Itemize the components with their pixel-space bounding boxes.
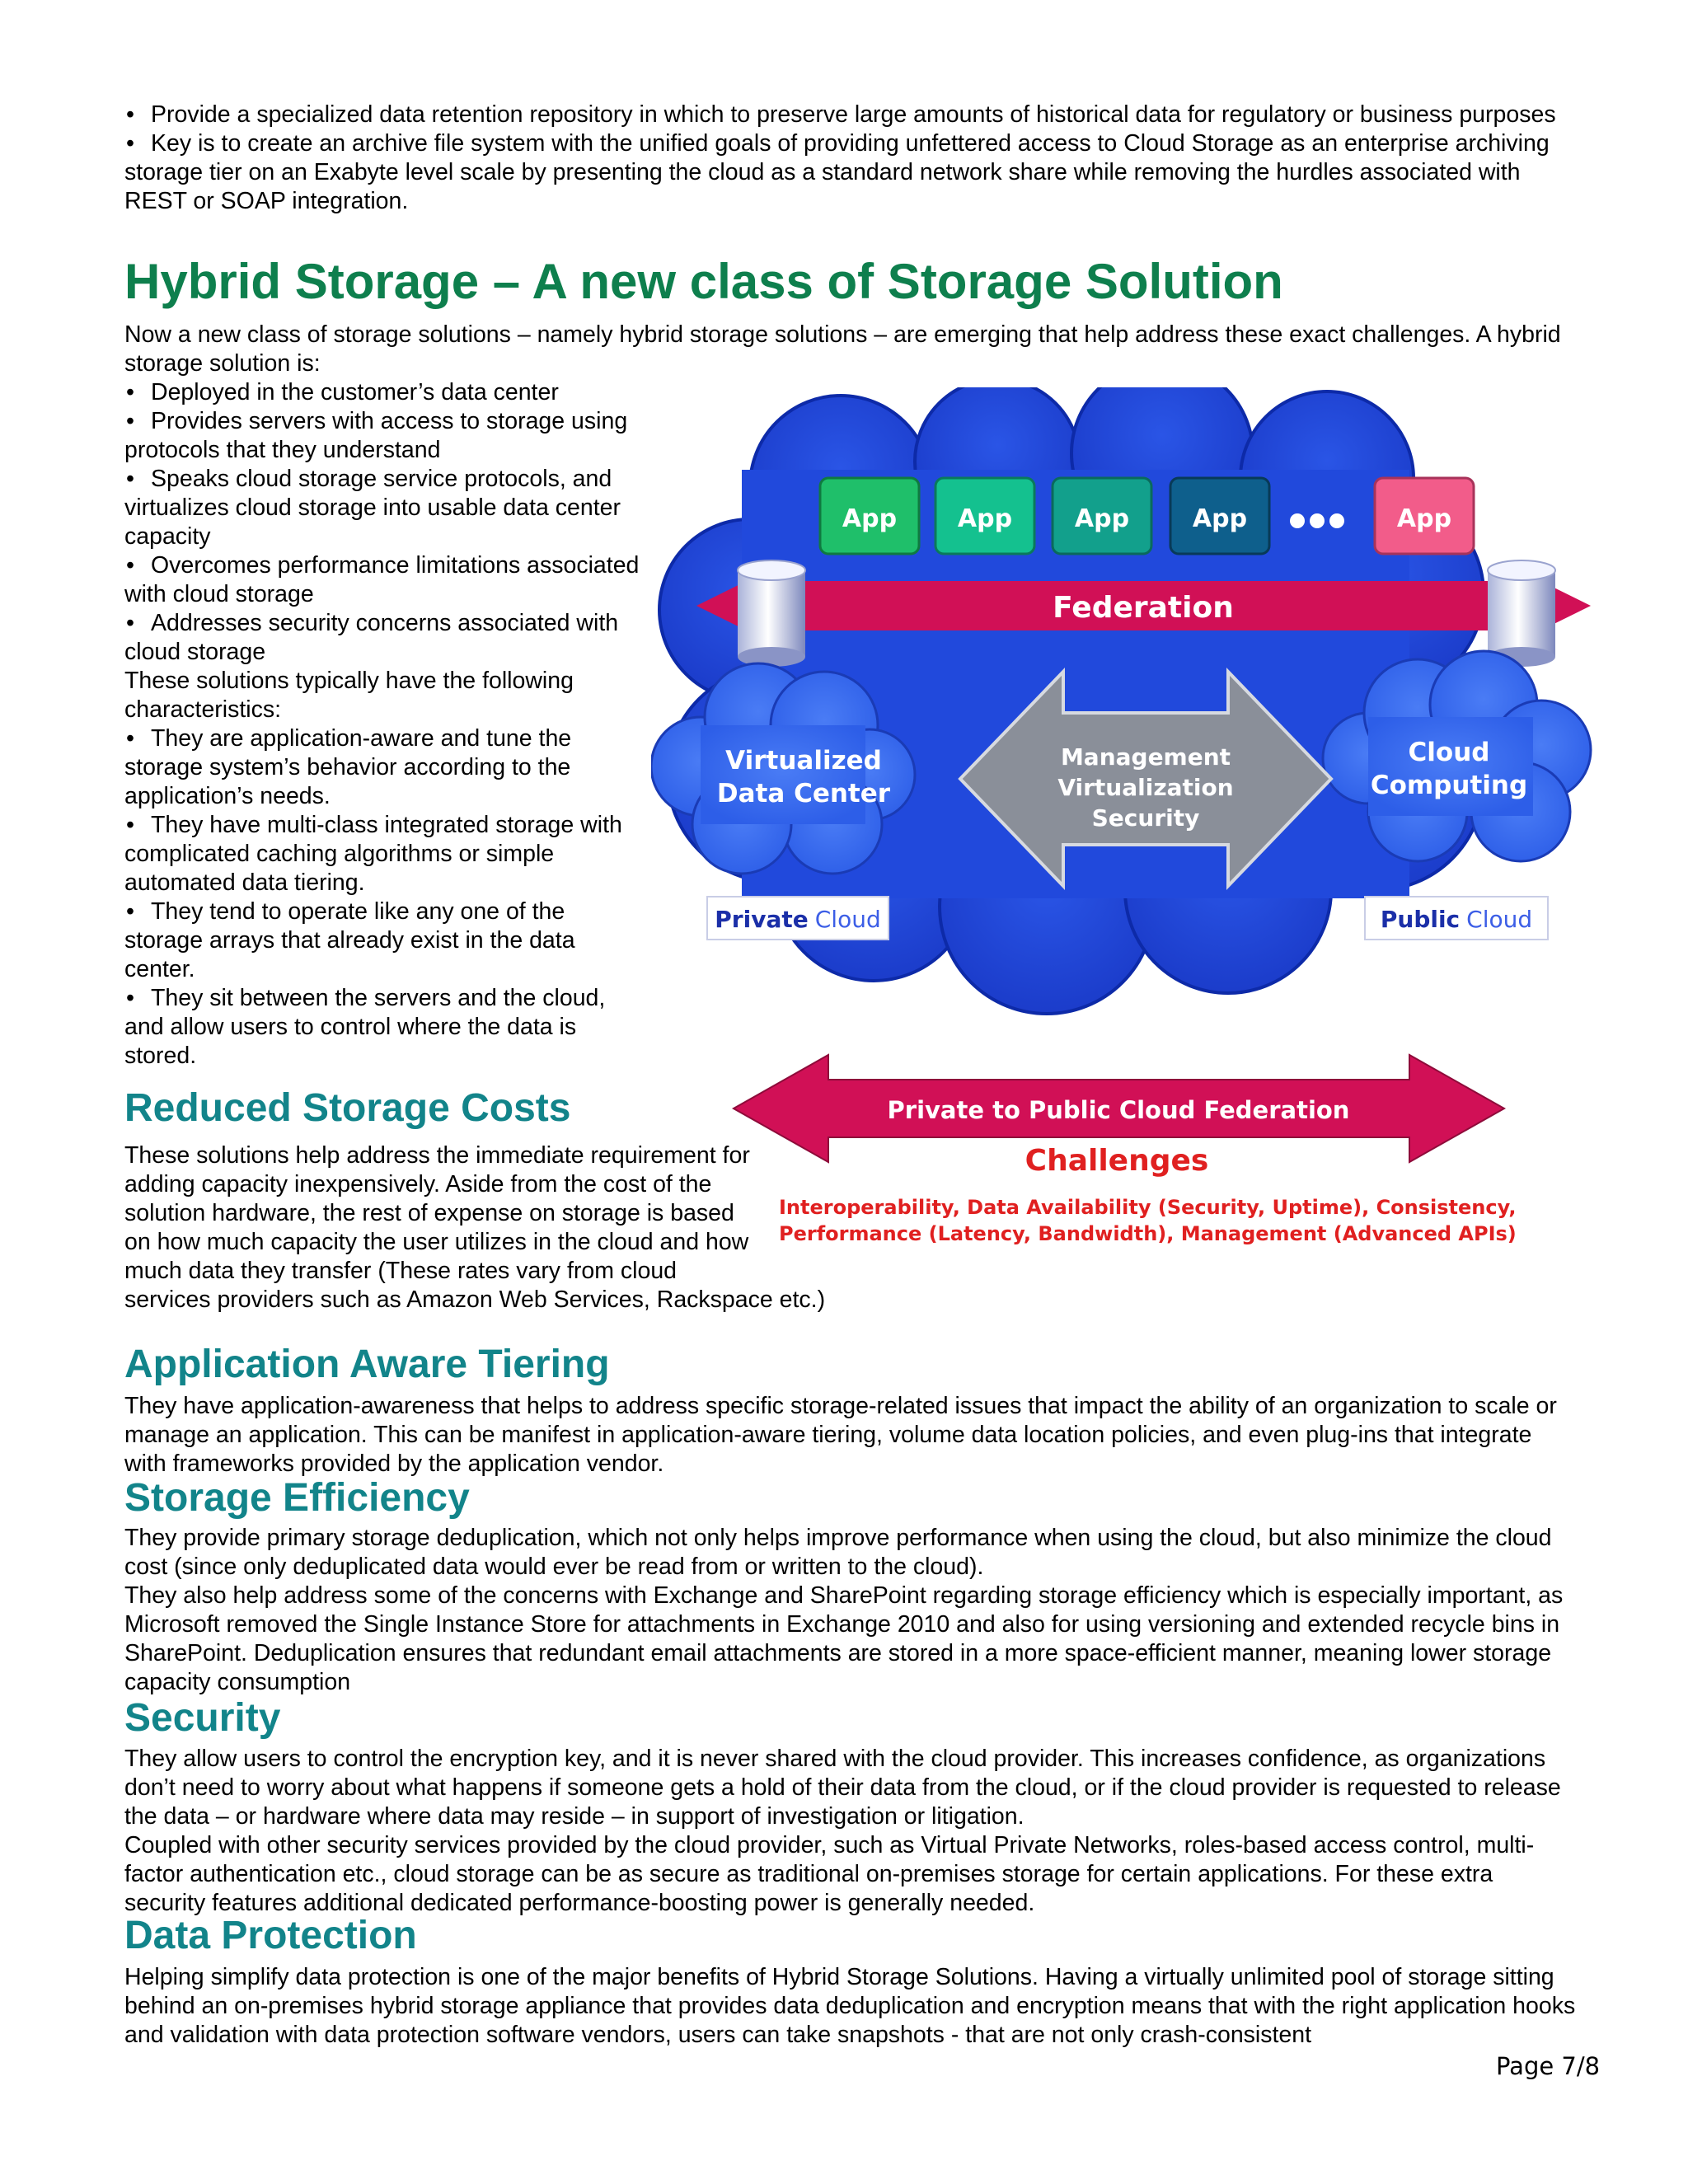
federation-bar xyxy=(696,575,1591,636)
intro-bullet-2: • Key is to create an archive file system with the unified goals of providing unfettered access to Cloud Storage as an enterprise archiving storage tier on an Exabyte level scale by presenting the cloud as a standard network share while removing the hurdles associated with REST or SOAP integration. xyxy=(124,130,1550,214)
intro-bullet-list xyxy=(124,101,1575,216)
efficiency-heading: Storage Efficiency xyxy=(124,1476,470,1520)
security-heading: Security xyxy=(124,1696,281,1740)
hybrid-left-column xyxy=(124,378,640,1071)
challenges-title: Challenges xyxy=(1025,1144,1209,1178)
svg-text:App: App xyxy=(957,504,1013,533)
reduced-costs-heading: Reduced Storage Costs xyxy=(124,1086,571,1130)
intro-bullet-1: • Provide a specialized data retention repository in which to preserve large amounts of historical data for regulatory or business purposes xyxy=(126,101,1556,128)
app-tile-5 xyxy=(1375,478,1474,554)
data-protection-text: Helping simplify data protection is one of the major benefits of Hybrid Storage Solutions. Having a virtually unlimited pool of storage sitting behind an on-premises hybrid storage appliance that provides data deduplication and encryption means that with the right application hooks and validation with data protection software vendors, users can take snapshots - that are not only crash-consistent xyxy=(124,1964,1576,2048)
hybrid-cloud-diagram xyxy=(651,387,1615,1261)
svg-text:Security: Security xyxy=(1091,804,1200,832)
svg-text:PrivateCloud: Private Cloud xyxy=(715,906,881,933)
characteristics-intro: These solutions typically have the following characteristics: xyxy=(124,668,574,723)
characteristic-bullet: • They tend to operate like any one of the storage arrays that already exist in the data center. xyxy=(124,898,575,982)
hybrid-heading: Hybrid Storage – A new class of Storage Solution xyxy=(124,254,1283,309)
left-storage-cylinder-icon xyxy=(738,560,805,667)
virtualized-label-line-1: Virtualized xyxy=(725,746,882,776)
cloud-computing-label-line-1: Cloud xyxy=(1408,738,1490,767)
characteristic-bullet: • They are application-aware and tune the storage system’s behavior according to the application’s needs. xyxy=(124,725,572,809)
security-text xyxy=(124,1745,1575,1918)
app-tile-4 xyxy=(1170,478,1269,554)
svg-text:App: App xyxy=(842,504,898,533)
svg-text:App: App xyxy=(1192,504,1248,533)
svg-text:Federation: Federation xyxy=(1053,591,1234,625)
security-paragraph-2: Coupled with other security services provided by the cloud provider, such as Virtual Private Networks, roles-based access control, multi-factor authentication etc., cloud storage can be as secure as traditional on-premises storage for certain applications. For these extra security features additional dedicated performance-boosting power is generally needed. xyxy=(124,1832,1535,1916)
efficiency-paragraph-2: They also help address some of the concerns with Exchange and SharePoint regarding storage efficiency which is especially important, as Microsoft removed the Single Instance Store for attachments in Exchange 2010 and also for using versioning and extended recycle bins in SharePoint. Deduplication ensures that redundant email attachments are stored in a more space-efficient manner, meaning lower storage capacity consumption xyxy=(124,1582,1564,1695)
ellipsis-dots xyxy=(1290,513,1344,528)
hybrid-bullet: • Provides servers with access to storage using protocols that they understand xyxy=(124,408,628,463)
tiering-heading: Application Aware Tiering xyxy=(124,1343,610,1386)
page-number: Page 7/8 xyxy=(1496,2052,1601,2080)
efficiency-paragraph-1: They provide primary storage deduplication, which not only helps improve performance when using the cloud, but also minimize the cloud cost (since only deduplicated data would ever be read from or written to the cloud). xyxy=(124,1525,1552,1580)
svg-text:Management: Management xyxy=(1060,743,1231,771)
right-storage-cylinder-icon xyxy=(1488,560,1555,667)
svg-text:App: App xyxy=(1074,504,1130,533)
characteristic-bullet: • They sit between the servers and the cloud, and allow users to control where the data is stored. xyxy=(124,985,606,1069)
cloud-computing-label-line-2: Computing xyxy=(1370,771,1528,800)
private-cloud-label xyxy=(707,897,889,940)
app-tile-2 xyxy=(935,478,1034,554)
svg-text:Virtualization: Virtualization xyxy=(1057,774,1234,801)
app-tile-1 xyxy=(820,478,919,554)
public-cloud-label xyxy=(1365,897,1548,940)
hybrid-bullet: • Addresses security concerns associated with cloud storage xyxy=(124,610,619,665)
reduced-costs-text-block: These solutions help address the immediate requirement for adding capacity inexpensively. Aside from the cost of the solution hardware, the rest of expense on storage is based on how much capacity the user utilizes in the cloud and how much data they transfer (These rates vary from cloud services providers such as Amazon Web Services, Rackspace etc.) xyxy=(124,1141,1575,1315)
app-tile-3 xyxy=(1053,478,1151,554)
tiering-text: They have application-awareness that helps to address specific storage-related issues that impact the ability of an organization to scale or manage an application. This can be manifest in application-aware tiering, volume data location policies, and even plug-ins that integrate with frameworks provided by the application vendor. xyxy=(124,1393,1557,1477)
efficiency-text xyxy=(124,1524,1583,1697)
challenges-line-1: Interoperability, Data Availability (Security, Uptime), Consistency, xyxy=(779,1196,1517,1219)
hybrid-bullet: • Deployed in the customer’s data center xyxy=(126,379,559,405)
svg-text:App: App xyxy=(1396,504,1452,533)
virtualized-label-line-2: Data Center xyxy=(716,779,891,808)
svg-text:Private to Public Cloud Federa: Private to Public Cloud Federation xyxy=(887,1096,1350,1124)
data-protection-heading: Data Protection xyxy=(124,1914,417,1957)
svg-text:PublicCloud: Public Cloud xyxy=(1380,906,1533,933)
hybrid-bullet: • Speaks cloud storage service protocols, and virtualizes cloud storage into usable data center capacity xyxy=(124,466,621,550)
hybrid-bullet: • Overcomes performance limitations associated with cloud storage xyxy=(124,552,640,607)
security-paragraph-1: They allow users to control the encryption key, and it is never shared with the cloud provider. This increases confidence, as organizations don’t need to worry about what happens if someone gets a hold of their data from the cloud, or if the cloud provider is requested to release the data – or hardware where data may reside – in support of investigation or litigation. xyxy=(124,1746,1561,1830)
characteristic-bullet: • They have multi-class integrated storage with complicated caching algorithms or simple automated data tiering. xyxy=(124,812,622,896)
hybrid-intro: Now a new class of storage solutions – namely hybrid storage solutions – are emerging that help address these exact challenges. A hybrid storage solution is: xyxy=(124,321,1561,377)
challenges-line-2: Performance (Latency, Bandwidth), Management (Advanced APIs) xyxy=(779,1222,1517,1245)
